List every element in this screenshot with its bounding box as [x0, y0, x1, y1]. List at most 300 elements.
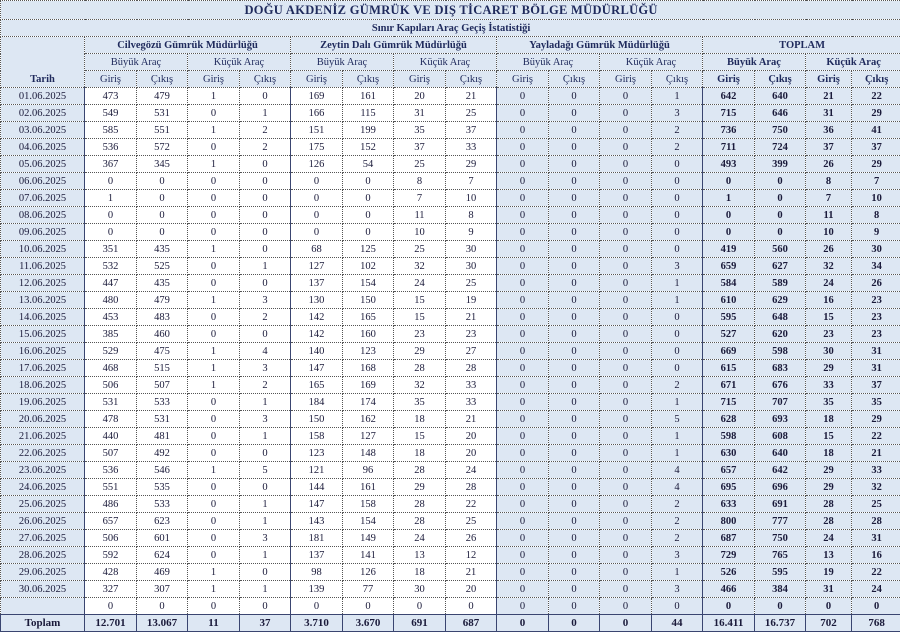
value-cell: 715	[703, 394, 755, 411]
value-cell: 19	[446, 292, 497, 309]
value-cell: 149	[343, 530, 394, 547]
value-cell: 0	[549, 241, 600, 258]
value-cell: 25	[394, 241, 446, 258]
value-cell: 1	[652, 292, 703, 309]
table-row	[1, 139, 900, 156]
date-cell: 13.06.2025	[1, 292, 85, 309]
value-cell: 54	[343, 156, 394, 173]
value-cell: 125	[343, 241, 394, 258]
value-cell: 0	[549, 547, 600, 564]
value-cell: 0	[497, 581, 549, 598]
value-cell: 169	[291, 88, 343, 105]
value-cell: 1	[240, 258, 291, 275]
date-cell	[1, 598, 85, 615]
value-cell: 10	[806, 224, 852, 241]
value-cell: 435	[137, 275, 188, 292]
value-cell: 0	[240, 445, 291, 462]
value-cell: 527	[703, 326, 755, 343]
value-cell: 150	[291, 411, 343, 428]
value-cell: 486	[85, 496, 137, 513]
value-cell: 0	[497, 547, 549, 564]
value-cell: 481	[137, 428, 188, 445]
value-cell: 31	[806, 581, 852, 598]
value-cell: 2	[652, 122, 703, 139]
value-cell: 0	[549, 462, 600, 479]
date-cell: 27.06.2025	[1, 530, 85, 547]
value-cell: 20	[446, 581, 497, 598]
table-row	[1, 173, 900, 190]
value-cell: 629	[755, 292, 806, 309]
value-cell: 0	[188, 530, 240, 547]
value-cell: 0	[600, 105, 652, 122]
value-cell: 27	[446, 343, 497, 360]
value-cell: 21	[446, 411, 497, 428]
value-cell: 595	[755, 564, 806, 581]
value-cell: 0	[652, 343, 703, 360]
value-cell: 435	[137, 241, 188, 258]
value-cell: 0	[240, 224, 291, 241]
value-cell: 144	[291, 479, 343, 496]
value-cell: 30	[446, 241, 497, 258]
date-cell: 03.06.2025	[1, 122, 85, 139]
value-cell: 800	[703, 513, 755, 530]
value-cell: 659	[703, 258, 755, 275]
value-cell: 0	[600, 156, 652, 173]
entry-column-header: Giriş	[188, 71, 240, 88]
value-cell: 8	[446, 207, 497, 224]
value-cell: 37	[394, 139, 446, 156]
value-cell: 572	[137, 139, 188, 156]
value-cell: 533	[137, 496, 188, 513]
value-cell: 0	[497, 241, 549, 258]
value-cell: 0	[549, 258, 600, 275]
value-cell: 166	[291, 105, 343, 122]
value-cell: 21	[446, 309, 497, 326]
value-cell: 2	[652, 513, 703, 530]
value-cell: 610	[703, 292, 755, 309]
value-cell: 68	[291, 241, 343, 258]
value-cell: 0	[497, 258, 549, 275]
value-cell: 0	[343, 224, 394, 241]
value-cell: 0	[497, 360, 549, 377]
value-cell: 0	[600, 292, 652, 309]
value-cell: 29	[852, 156, 900, 173]
value-cell: 32	[394, 377, 446, 394]
value-cell: 0	[291, 173, 343, 190]
exit-column-header: Çıkış	[137, 71, 188, 88]
value-cell: 1	[188, 360, 240, 377]
value-cell: 0	[600, 513, 652, 530]
value-cell: 598	[703, 428, 755, 445]
value-cell: 0	[600, 224, 652, 241]
value-cell: 21	[852, 445, 900, 462]
total-cell: 13.067	[137, 615, 188, 632]
value-cell: 0	[137, 173, 188, 190]
value-cell: 483	[137, 309, 188, 326]
total-cell: 0	[497, 615, 549, 632]
value-cell: 0	[549, 428, 600, 445]
value-cell: 671	[703, 377, 755, 394]
value-cell: 0	[240, 564, 291, 581]
value-cell: 0	[497, 292, 549, 309]
vehicle-type-header: Küçük Araç	[600, 54, 703, 71]
value-cell: 0	[806, 598, 852, 615]
value-cell: 1	[188, 292, 240, 309]
value-cell: 0	[240, 190, 291, 207]
date-cell: 09.06.2025	[1, 224, 85, 241]
date-cell: 29.06.2025	[1, 564, 85, 581]
value-cell: 24	[806, 530, 852, 547]
value-cell: 506	[85, 530, 137, 547]
value-cell: 10	[446, 190, 497, 207]
value-cell: 5	[652, 411, 703, 428]
value-cell: 627	[755, 258, 806, 275]
value-cell: 0	[652, 598, 703, 615]
vehicle-type-header: Büyük Araç	[497, 54, 600, 71]
totals-label: Toplam	[1, 615, 85, 632]
value-cell: 23	[852, 326, 900, 343]
value-cell: 0	[549, 173, 600, 190]
value-cell: 0	[188, 598, 240, 615]
value-cell: 3	[652, 105, 703, 122]
value-cell: 10	[394, 224, 446, 241]
value-cell: 130	[291, 292, 343, 309]
value-cell: 0	[188, 139, 240, 156]
value-cell: 33	[806, 377, 852, 394]
value-cell: 18	[394, 445, 446, 462]
document-title: DOĞU AKDENİZ GÜMRÜK VE DIŞ TİCARET BÖLGE MÜDÜRLÜĞÜ	[1, 1, 900, 20]
value-cell: 24	[394, 530, 446, 547]
value-cell: 0	[240, 88, 291, 105]
entry-column-header: Giriş	[497, 71, 549, 88]
value-cell: 28	[806, 513, 852, 530]
total-cell: 687	[446, 615, 497, 632]
value-cell: 29	[394, 479, 446, 496]
value-cell: 18	[806, 411, 852, 428]
value-cell: 0	[240, 326, 291, 343]
value-cell: 7	[852, 173, 900, 190]
value-cell: 468	[85, 360, 137, 377]
value-cell: 0	[549, 411, 600, 428]
value-cell: 25	[852, 496, 900, 513]
date-cell: 20.06.2025	[1, 411, 85, 428]
value-cell: 551	[85, 479, 137, 496]
value-cell: 0	[549, 343, 600, 360]
value-cell: 1	[240, 513, 291, 530]
value-cell: 0	[600, 547, 652, 564]
value-cell: 1	[652, 394, 703, 411]
value-cell: 21	[446, 88, 497, 105]
value-cell: 0	[188, 411, 240, 428]
value-cell: 35	[806, 394, 852, 411]
table-row	[1, 292, 900, 309]
value-cell: 0	[291, 224, 343, 241]
value-cell: 3	[652, 258, 703, 275]
date-cell: 02.06.2025	[1, 105, 85, 122]
value-cell: 633	[703, 496, 755, 513]
value-cell: 0	[188, 513, 240, 530]
value-cell: 0	[600, 411, 652, 428]
value-cell: 23	[852, 292, 900, 309]
value-cell: 22	[852, 564, 900, 581]
total-cell: 11	[188, 615, 240, 632]
total-cell: 16.411	[703, 615, 755, 632]
value-cell: 1	[85, 190, 137, 207]
value-cell: 15	[394, 309, 446, 326]
value-cell: 0	[652, 190, 703, 207]
value-cell: 30	[806, 343, 852, 360]
value-cell: 4	[652, 479, 703, 496]
value-cell: 3	[240, 530, 291, 547]
value-cell: 0	[497, 462, 549, 479]
value-cell: 127	[291, 258, 343, 275]
value-cell: 526	[703, 564, 755, 581]
value-cell: 0	[188, 224, 240, 241]
table-row	[1, 462, 900, 479]
exit-column-header: Çıkış	[343, 71, 394, 88]
value-cell: 0	[652, 360, 703, 377]
value-cell: 127	[343, 428, 394, 445]
value-cell: 35	[394, 122, 446, 139]
value-cell: 0	[497, 275, 549, 292]
value-cell: 175	[291, 139, 343, 156]
date-cell: 22.06.2025	[1, 445, 85, 462]
date-cell: 05.06.2025	[1, 156, 85, 173]
date-cell: 06.06.2025	[1, 173, 85, 190]
value-cell: 0	[600, 428, 652, 445]
value-cell: 0	[497, 530, 549, 547]
value-cell: 707	[755, 394, 806, 411]
value-cell: 31	[852, 360, 900, 377]
value-cell: 30	[446, 258, 497, 275]
value-cell: 546	[137, 462, 188, 479]
value-cell: 1	[188, 156, 240, 173]
value-cell: 676	[755, 377, 806, 394]
value-cell: 2	[652, 377, 703, 394]
total-cell: 37	[240, 615, 291, 632]
value-cell: 642	[703, 88, 755, 105]
value-cell: 1	[188, 88, 240, 105]
value-cell: 25	[446, 105, 497, 122]
value-cell: 7	[446, 173, 497, 190]
value-cell: 595	[703, 309, 755, 326]
value-cell: 98	[291, 564, 343, 581]
value-cell: 0	[755, 207, 806, 224]
value-cell: 26	[806, 156, 852, 173]
value-cell: 29	[852, 411, 900, 428]
value-cell: 152	[343, 139, 394, 156]
table-row	[1, 411, 900, 428]
entry-column-header: Giriş	[85, 71, 137, 88]
table-row	[1, 360, 900, 377]
value-cell: 161	[343, 479, 394, 496]
table-row	[1, 258, 900, 275]
value-cell: 0	[188, 496, 240, 513]
exit-column-header: Çıkış	[446, 71, 497, 88]
value-cell: 0	[600, 173, 652, 190]
value-cell: 0	[703, 173, 755, 190]
value-cell: 0	[600, 445, 652, 462]
value-cell: 13	[806, 547, 852, 564]
total-cell: 3.670	[343, 615, 394, 632]
value-cell: 121	[291, 462, 343, 479]
value-cell: 592	[85, 547, 137, 564]
value-cell: 142	[291, 326, 343, 343]
value-cell: 0	[188, 173, 240, 190]
value-cell: 32	[394, 258, 446, 275]
value-cell: 0	[137, 598, 188, 615]
value-cell: 628	[703, 411, 755, 428]
value-cell: 126	[291, 156, 343, 173]
value-cell: 23	[806, 326, 852, 343]
value-cell: 440	[85, 428, 137, 445]
date-column-header: Tarih	[1, 37, 85, 88]
value-cell: 123	[291, 445, 343, 462]
value-cell: 507	[137, 377, 188, 394]
value-cell: 15	[806, 309, 852, 326]
value-cell: 0	[240, 275, 291, 292]
total-cell: 702	[806, 615, 852, 632]
value-cell: 31	[852, 343, 900, 360]
value-cell: 0	[652, 156, 703, 173]
value-cell: 32	[852, 479, 900, 496]
value-cell: 0	[652, 326, 703, 343]
vehicle-type-header: Küçük Araç	[394, 54, 497, 71]
value-cell: 37	[446, 122, 497, 139]
value-cell: 30	[852, 241, 900, 258]
exit-column-header: Çıkış	[652, 71, 703, 88]
value-cell: 620	[755, 326, 806, 343]
value-cell: 36	[806, 122, 852, 139]
value-cell: 2	[240, 122, 291, 139]
exit-column-header: Çıkış	[549, 71, 600, 88]
date-cell: 18.06.2025	[1, 377, 85, 394]
value-cell: 478	[85, 411, 137, 428]
value-cell: 137	[291, 547, 343, 564]
value-cell: 0	[600, 139, 652, 156]
value-cell: 24	[394, 275, 446, 292]
value-cell: 0	[446, 598, 497, 615]
table-row	[1, 190, 900, 207]
value-cell: 28	[446, 479, 497, 496]
value-cell: 367	[85, 156, 137, 173]
value-cell: 20	[446, 428, 497, 445]
value-cell: 7	[806, 190, 852, 207]
value-cell: 640	[755, 88, 806, 105]
value-cell: 624	[137, 547, 188, 564]
value-cell: 29	[806, 462, 852, 479]
value-cell: 0	[600, 496, 652, 513]
value-cell: 0	[497, 156, 549, 173]
value-cell: 28	[394, 513, 446, 530]
value-cell: 1	[652, 88, 703, 105]
value-cell: 0	[240, 173, 291, 190]
value-cell: 0	[549, 530, 600, 547]
value-cell: 0	[240, 207, 291, 224]
value-cell: 26	[852, 275, 900, 292]
value-cell: 25	[394, 156, 446, 173]
value-cell: 0	[549, 360, 600, 377]
value-cell: 37	[806, 139, 852, 156]
value-cell: 531	[137, 105, 188, 122]
table-row	[1, 122, 900, 139]
value-cell: 126	[343, 564, 394, 581]
value-cell: 21	[446, 564, 497, 581]
total-cell: 16.737	[755, 615, 806, 632]
value-cell: 0	[755, 224, 806, 241]
value-cell: 15	[806, 428, 852, 445]
value-cell: 33	[852, 462, 900, 479]
value-cell: 711	[703, 139, 755, 156]
group-header-toplam: TOPLAM	[703, 37, 900, 54]
value-cell: 16	[852, 547, 900, 564]
value-cell: 0	[600, 258, 652, 275]
value-cell: 0	[497, 479, 549, 496]
value-cell: 0	[497, 428, 549, 445]
value-cell: 2	[652, 530, 703, 547]
value-cell: 0	[549, 326, 600, 343]
value-cell: 7	[394, 190, 446, 207]
value-cell: 473	[85, 88, 137, 105]
value-cell: 18	[394, 411, 446, 428]
value-cell: 646	[755, 105, 806, 122]
value-cell: 630	[703, 445, 755, 462]
value-cell: 1	[188, 377, 240, 394]
value-cell: 28	[394, 462, 446, 479]
value-cell: 162	[343, 411, 394, 428]
date-cell: 26.06.2025	[1, 513, 85, 530]
date-cell: 23.06.2025	[1, 462, 85, 479]
value-cell: 96	[343, 462, 394, 479]
value-cell: 0	[188, 275, 240, 292]
value-cell: 693	[755, 411, 806, 428]
date-cell: 12.06.2025	[1, 275, 85, 292]
table-row	[1, 428, 900, 445]
value-cell: 475	[137, 343, 188, 360]
value-cell: 137	[291, 275, 343, 292]
value-cell: 447	[85, 275, 137, 292]
value-cell: 18	[806, 445, 852, 462]
value-cell: 560	[755, 241, 806, 258]
value-cell: 0	[549, 275, 600, 292]
value-cell: 19	[806, 564, 852, 581]
value-cell: 31	[806, 105, 852, 122]
date-cell: 19.06.2025	[1, 394, 85, 411]
value-cell: 41	[852, 122, 900, 139]
value-cell: 0	[188, 547, 240, 564]
value-cell: 2	[240, 377, 291, 394]
value-cell: 695	[703, 479, 755, 496]
value-cell: 750	[755, 530, 806, 547]
value-cell: 715	[703, 105, 755, 122]
value-cell: 0	[600, 581, 652, 598]
value-cell: 0	[600, 122, 652, 139]
date-cell: 28.06.2025	[1, 547, 85, 564]
value-cell: 0	[549, 309, 600, 326]
document-subtitle: Sınır Kapıları Araç Geçiş İstatistiği	[1, 20, 900, 37]
value-cell: 384	[755, 581, 806, 598]
value-cell: 3	[652, 581, 703, 598]
table-row	[1, 377, 900, 394]
value-cell: 0	[549, 139, 600, 156]
value-cell: 28	[852, 513, 900, 530]
exit-column-header: Çıkış	[852, 71, 900, 88]
value-cell: 0	[549, 598, 600, 615]
value-cell: 160	[343, 326, 394, 343]
date-cell: 10.06.2025	[1, 241, 85, 258]
value-cell: 37	[852, 377, 900, 394]
value-cell: 169	[343, 377, 394, 394]
